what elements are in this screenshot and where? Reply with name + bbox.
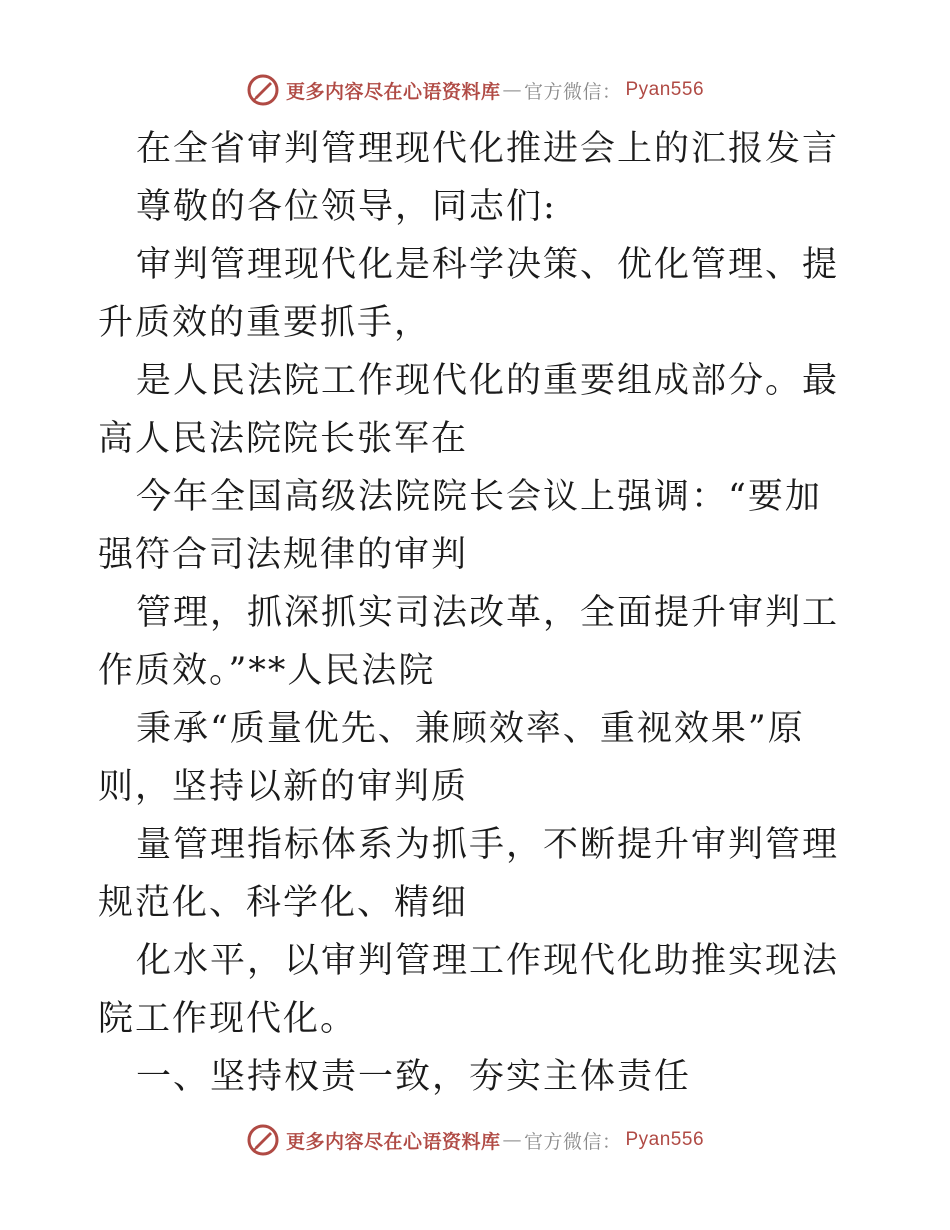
paragraph: 化水平，以审判管理工作现代化助推实现法院工作现代化。 xyxy=(98,941,840,1039)
banner-wechat-id: Pyan556 xyxy=(625,1129,705,1150)
paragraph: 审判管理现代化是科学决策、优化管理、提升质效的重要抓手， xyxy=(98,245,840,343)
section-heading: 一、坚持权责一致，夯实主体责任 xyxy=(136,1057,692,1097)
salutation: 尊敬的各位领导，同志们: xyxy=(136,187,557,227)
paragraph: 量管理指标体系为抓手，不断提升审判管理规范化、科学化、精细 xyxy=(98,825,840,923)
paragraph: 秉承“质量优先、兼顾效率、重视效果”原则，坚持以新的审判质 xyxy=(98,709,805,807)
document-title: 在全省审判管理现代化推进会上的汇报发言 xyxy=(136,129,840,169)
paragraph: 今年全国高级法院院长会议上强调：“要加强符合司法规律的审判 xyxy=(98,477,822,575)
paragraph: 管理，抓深抓实司法改革，全面提升审判工作质效。”**人民法院 xyxy=(98,593,840,691)
banner-wechat-label: 官方微信： xyxy=(523,80,622,103)
document-body xyxy=(98,120,858,1106)
banner-wechat-label: 官方微信： xyxy=(523,1130,622,1153)
footer-watermark-banner xyxy=(0,1120,950,1160)
banner-text: 更多内容尽在心语资料库 xyxy=(285,80,501,103)
header-watermark-banner xyxy=(0,70,950,110)
banner-dash: — xyxy=(502,1129,522,1151)
banner-text: 更多内容尽在心语资料库 xyxy=(285,1130,501,1153)
quill-logo-icon xyxy=(246,73,280,107)
quill-logo-icon xyxy=(246,1123,280,1157)
paragraph: 是人民法院工作现代化的重要组成部分。最高人民法院院长张军在 xyxy=(98,361,840,459)
banner-wechat-id: Pyan556 xyxy=(625,79,705,100)
banner-dash: — xyxy=(502,79,522,101)
